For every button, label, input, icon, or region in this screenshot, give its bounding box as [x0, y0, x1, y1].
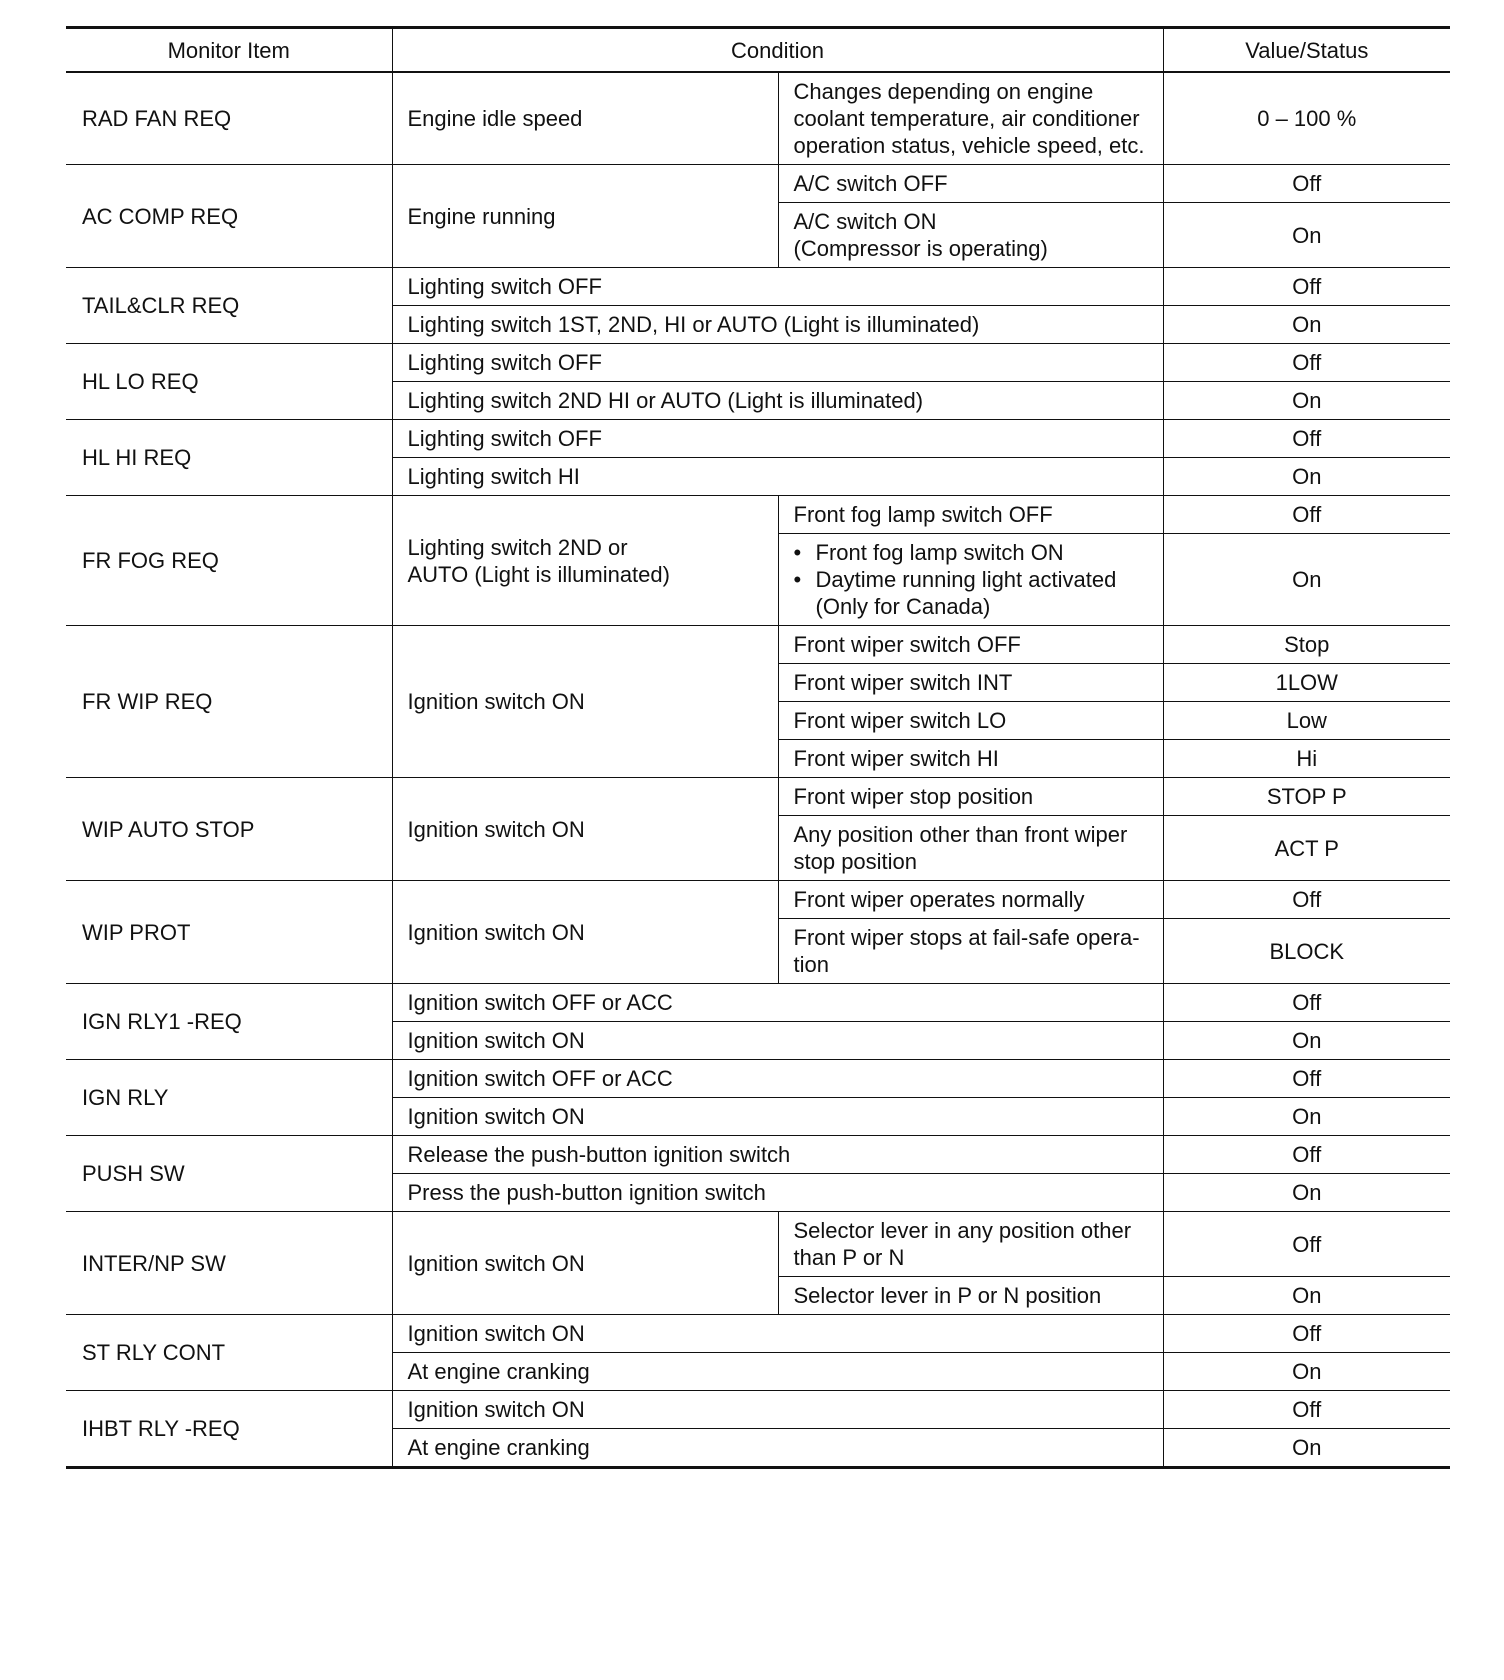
table-row — [66, 1212, 1450, 1277]
value-status: Off — [1163, 420, 1450, 458]
monitor-item: HL LO REQ — [66, 344, 392, 420]
value-status: On — [1163, 203, 1450, 268]
condition: Ignition switch ON — [392, 1098, 1163, 1136]
bullet-list — [794, 539, 1148, 620]
monitor-item: FR WIP REQ — [66, 626, 392, 778]
sub-condition: Front wiper stop position — [778, 778, 1163, 816]
value-status: Off — [1163, 1315, 1450, 1353]
monitor-item: PUSH SW — [66, 1136, 392, 1212]
sub-condition: Front fog lamp switch OFF — [778, 496, 1163, 534]
value-status: 0 – 100 % — [1163, 72, 1450, 165]
monitor-item: IHBT RLY -REQ — [66, 1391, 392, 1468]
condition: Ignition switch ON — [392, 1212, 778, 1315]
value-status: Low — [1163, 702, 1450, 740]
condition: At engine cranking — [392, 1353, 1163, 1391]
value-status: Off — [1163, 344, 1450, 382]
value-status: Off — [1163, 1136, 1450, 1174]
table-header-row — [66, 28, 1450, 73]
sub-condition: Front wiper switch INT — [778, 664, 1163, 702]
monitor-item: INTER/NP SW — [66, 1212, 392, 1315]
condition: Lighting switch OFF — [392, 344, 1163, 382]
table-row — [66, 1391, 1450, 1429]
bullet-item: • Front fog lamp switch ON — [816, 539, 1148, 566]
table-row — [66, 72, 1450, 165]
value-status: On — [1163, 306, 1450, 344]
value-status: On — [1163, 1022, 1450, 1060]
condition: Ignition switch ON — [392, 1391, 1163, 1429]
sub-condition: Changes depending on engine coolant temperature, air conditioner operation status, vehicle speed, etc. — [778, 72, 1163, 165]
table-row — [66, 344, 1450, 382]
condition: Press the push-button ignition switch — [392, 1174, 1163, 1212]
monitor-item: IGN RLY — [66, 1060, 392, 1136]
monitor-table-container — [66, 26, 1450, 1469]
condition: Lighting switch OFF — [392, 420, 1163, 458]
table-row — [66, 420, 1450, 458]
sub-condition: Front wiper operates normally — [778, 881, 1163, 919]
monitor-item: RAD FAN REQ — [66, 72, 392, 165]
monitor-item: WIP PROT — [66, 881, 392, 984]
condition: Ignition switch OFF or ACC — [392, 1060, 1163, 1098]
sub-condition: Front wiper stops at fail-safe opera- tion — [778, 919, 1163, 984]
value-status: On — [1163, 1174, 1450, 1212]
table-row — [66, 984, 1450, 1022]
table-row — [66, 1136, 1450, 1174]
monitor-item: ST RLY CONT — [66, 1315, 392, 1391]
value-status: On — [1163, 1277, 1450, 1315]
condition: Ignition switch ON — [392, 1315, 1163, 1353]
value-status: On — [1163, 458, 1450, 496]
value-status: On — [1163, 1098, 1450, 1136]
table-row — [66, 165, 1450, 203]
table-row — [66, 626, 1450, 664]
value-status: Off — [1163, 1391, 1450, 1429]
condition: Ignition switch ON — [392, 778, 778, 881]
bullet-item: • Daytime running light activated (Only for Canada) — [816, 566, 1148, 620]
value-status: STOP P — [1163, 778, 1450, 816]
value-status: Off — [1163, 881, 1450, 919]
sub-condition — [778, 534, 1163, 626]
sub-condition: A/C switch ON (Compressor is operating) — [778, 203, 1163, 268]
monitor-item: TAIL&CLR REQ — [66, 268, 392, 344]
condition: Engine running — [392, 165, 778, 268]
header-condition: Condition — [392, 28, 1163, 73]
monitor-item: FR FOG REQ — [66, 496, 392, 626]
table-row — [66, 778, 1450, 816]
value-status: On — [1163, 1429, 1450, 1468]
sub-condition: Front wiper switch LO — [778, 702, 1163, 740]
monitor-item: HL HI REQ — [66, 420, 392, 496]
condition: Release the push-button ignition switch — [392, 1136, 1163, 1174]
value-status: Off — [1163, 1060, 1450, 1098]
value-status: BLOCK — [1163, 919, 1450, 984]
value-status: On — [1163, 1353, 1450, 1391]
table-row — [66, 268, 1450, 306]
value-status: Off — [1163, 1212, 1450, 1277]
table-row — [66, 881, 1450, 919]
condition: Ignition switch ON — [392, 626, 778, 778]
sub-condition: Front wiper switch OFF — [778, 626, 1163, 664]
condition: At engine cranking — [392, 1429, 1163, 1468]
condition: Lighting switch HI — [392, 458, 1163, 496]
table-row — [66, 1060, 1450, 1098]
monitor-item-table — [66, 26, 1450, 1469]
value-status: On — [1163, 534, 1450, 626]
value-status: Off — [1163, 984, 1450, 1022]
value-status: Stop — [1163, 626, 1450, 664]
condition: Lighting switch 2ND HI or AUTO (Light is illuminated) — [392, 382, 1163, 420]
condition: Lighting switch OFF — [392, 268, 1163, 306]
sub-condition: Selector lever in any position other than P or N — [778, 1212, 1163, 1277]
value-status: Off — [1163, 165, 1450, 203]
header-monitor-item: Monitor Item — [66, 28, 392, 73]
value-status: ACT P — [1163, 816, 1450, 881]
value-status: On — [1163, 382, 1450, 420]
sub-condition: Selector lever in P or N position — [778, 1277, 1163, 1315]
sub-condition: Any position other than front wiper stop position — [778, 816, 1163, 881]
monitor-item: WIP AUTO STOP — [66, 778, 392, 881]
condition: Ignition switch ON — [392, 881, 778, 984]
condition: Ignition switch ON — [392, 1022, 1163, 1060]
header-value-status: Value/Status — [1163, 28, 1450, 73]
value-status: 1LOW — [1163, 664, 1450, 702]
sub-condition: A/C switch OFF — [778, 165, 1163, 203]
monitor-item: AC COMP REQ — [66, 165, 392, 268]
value-status: Off — [1163, 496, 1450, 534]
table-row — [66, 1315, 1450, 1353]
value-status: Off — [1163, 268, 1450, 306]
table-row — [66, 496, 1450, 534]
monitor-item: IGN RLY1 -REQ — [66, 984, 392, 1060]
condition: Lighting switch 2ND or AUTO (Light is illuminated) — [392, 496, 778, 626]
sub-condition: Front wiper switch HI — [778, 740, 1163, 778]
value-status: Hi — [1163, 740, 1450, 778]
condition: Ignition switch OFF or ACC — [392, 984, 1163, 1022]
condition: Engine idle speed — [392, 72, 778, 165]
condition: Lighting switch 1ST, 2ND, HI or AUTO (Light is illuminated) — [392, 306, 1163, 344]
